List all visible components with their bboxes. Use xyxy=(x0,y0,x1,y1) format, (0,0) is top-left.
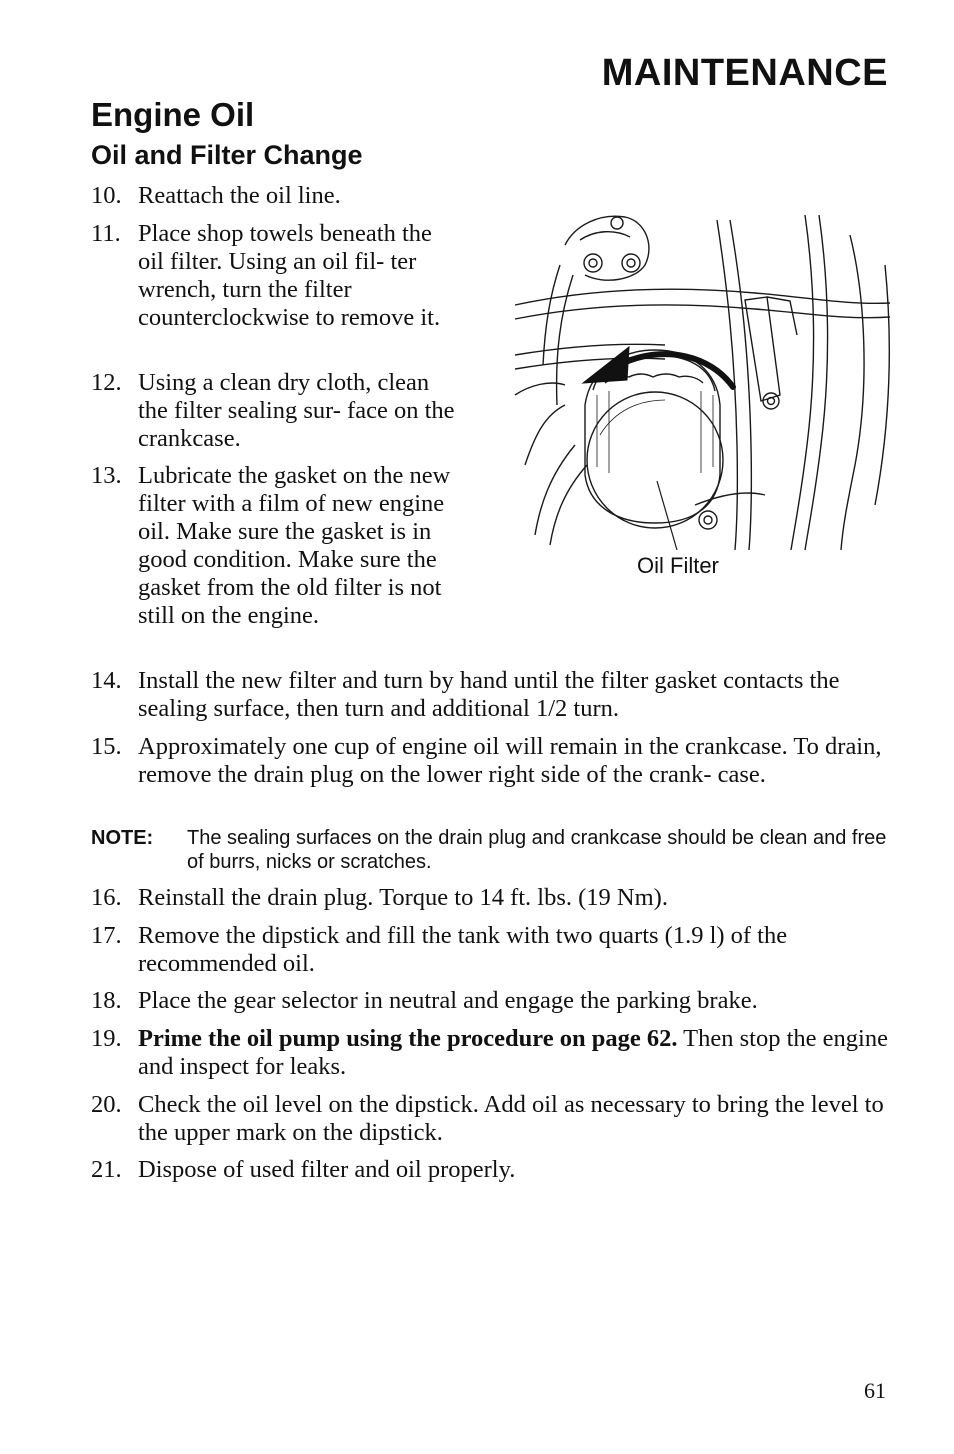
page-title: Engine Oil xyxy=(91,96,255,133)
step-text: Place the gear selector in neutral and engage the parking brake. xyxy=(138,987,758,1014)
sub-heading: Oil and Filter Change xyxy=(91,140,363,170)
step-number: 10. xyxy=(91,182,122,209)
step-number: 12. xyxy=(91,369,122,396)
step-text: Remove the dipstick and fill the tank with two quarts (1.9 l) of the recommended oil. xyxy=(138,922,788,977)
step-11 xyxy=(91,220,461,332)
step-18 xyxy=(91,987,891,1015)
step-13 xyxy=(91,462,461,630)
step-text: Reattach the oil line. xyxy=(138,182,341,209)
step-number: 20. xyxy=(91,1091,122,1118)
step-text: Using a clean dry cloth, clean the filter sealing sur- face on the crankcase. xyxy=(138,369,455,452)
page-number: 61 xyxy=(864,1378,886,1403)
section-title: MAINTENANCE xyxy=(601,52,888,94)
step-14 xyxy=(91,667,891,723)
step-number: 21. xyxy=(91,1156,122,1183)
step-text: Approximately one cup of engine oil will remain in the crankcase. To drain, remove the drain plug on the lower right side of the crank- case. xyxy=(138,733,882,788)
step-number: 19. xyxy=(91,1025,122,1052)
note-label: NOTE: xyxy=(91,827,154,849)
step-text: Reinstall the drain plug. Torque to 14 ft. lbs. (19 Nm). xyxy=(138,884,668,911)
note xyxy=(91,826,891,874)
step-15 xyxy=(91,733,891,789)
step-number: 15. xyxy=(91,733,122,760)
step-12 xyxy=(91,369,461,453)
step-rest-text: Then stop the engine and inspect for leaks. xyxy=(138,1025,888,1080)
step-20 xyxy=(91,1091,891,1147)
step-text: Check the oil level on the dipstick. Add oil as necessary to bring the level to the upper mark on the dipstick. xyxy=(138,1091,884,1146)
step-text: Install the new filter and turn by hand until the filter gasket contacts the sealing surface, then turn and additional 1/2 turn. xyxy=(138,667,840,722)
figure-label: Oil Filter xyxy=(637,553,719,578)
step-number: 13. xyxy=(91,462,122,489)
step-number: 14. xyxy=(91,667,122,694)
step-text xyxy=(138,1025,891,1081)
step-19 xyxy=(91,1025,891,1081)
step-text: Dispose of used filter and oil properly. xyxy=(138,1156,516,1183)
oil-filter-illustration xyxy=(505,205,895,550)
step-number: 18. xyxy=(91,987,122,1014)
note-text: The sealing surfaces on the drain plug and crankcase should be clean and free of burrs, nicks or scratches. xyxy=(187,827,887,873)
step-number: 11. xyxy=(91,220,121,247)
step-16 xyxy=(91,884,891,912)
step-number: 17. xyxy=(91,922,122,949)
step-10 xyxy=(91,182,461,210)
step-number: 16. xyxy=(91,884,122,911)
step-17 xyxy=(91,922,891,978)
step-21 xyxy=(91,1156,891,1184)
step-text: Lubricate the gasket on the new filter with a film of new engine oil. Make sure the gasket is in good condition. Make sure the gasket from the old filter is not still on the engine. xyxy=(138,462,451,629)
step-text: Place shop towels beneath the oil filter. Using an oil fil- ter wrench, turn the filter counterclockwise to remove it. xyxy=(138,220,441,331)
step-bold-text: Prime the oil pump using the procedure on page 62. xyxy=(138,1025,678,1052)
